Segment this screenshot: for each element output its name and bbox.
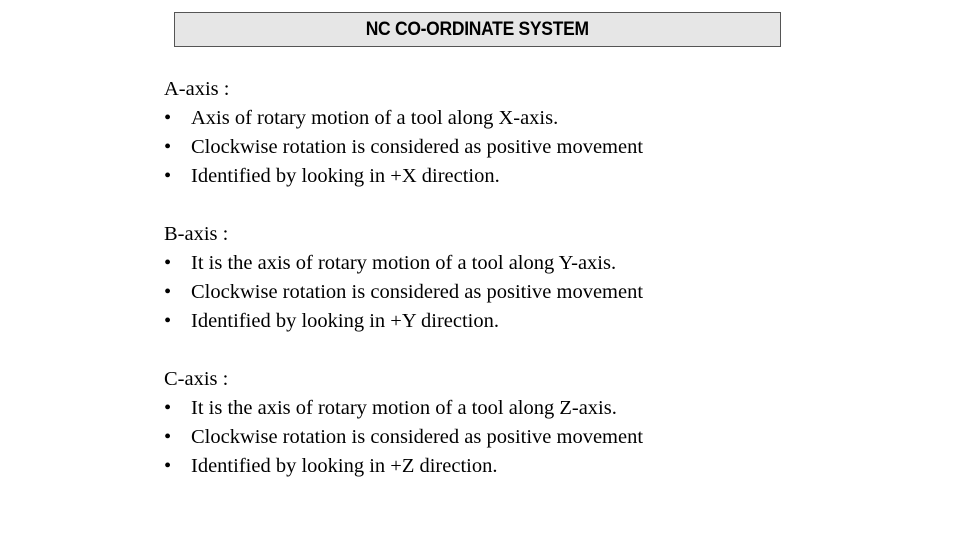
bullet-list	[164, 394, 864, 481]
bullet-text: Clockwise rotation is considered as positive movement	[191, 426, 644, 448]
bullet-icon: •	[164, 252, 172, 274]
bullet-text: Clockwise rotation is considered as positive movement	[191, 136, 644, 158]
bullet-icon: •	[164, 281, 172, 303]
bullet-icon: •	[164, 165, 172, 187]
bullet-text: It is the axis of rotary motion of a tool along Y-axis.	[191, 252, 617, 274]
section-heading: B-axis :	[164, 223, 229, 245]
bullet-text: It is the axis of rotary motion of a tool along Z-axis.	[191, 397, 617, 419]
bullet-text: Axis of rotary motion of a tool along X-axis.	[191, 107, 559, 129]
list-item	[164, 452, 864, 481]
list-item	[164, 104, 864, 133]
bullet-icon: •	[164, 397, 172, 419]
bullet-icon: •	[164, 107, 172, 129]
title-banner	[174, 12, 781, 47]
bullet-icon: •	[164, 455, 172, 477]
bullet-icon: •	[164, 310, 172, 332]
bullet-list	[164, 104, 864, 191]
section-b-axis	[164, 220, 864, 336]
bullet-text: Identified by looking in +Z direction.	[191, 455, 498, 477]
list-item	[164, 307, 864, 336]
bullet-text: Identified by looking in +Y direction.	[191, 310, 499, 332]
section-heading: A-axis :	[164, 78, 230, 100]
list-item	[164, 162, 864, 191]
section-heading: C-axis :	[164, 368, 229, 390]
list-item	[164, 278, 864, 307]
bullet-text: Clockwise rotation is considered as positive movement	[191, 281, 644, 303]
list-item	[164, 423, 864, 452]
section-a-axis	[164, 75, 864, 191]
bullet-text: Identified by looking in +X direction.	[191, 165, 500, 187]
content-area	[164, 75, 864, 510]
bullet-list	[164, 249, 864, 336]
list-item	[164, 133, 864, 162]
list-item	[164, 394, 864, 423]
bullet-icon: •	[164, 426, 172, 448]
page-title: NC CO-ORDINATE SYSTEM	[365, 18, 590, 40]
list-item	[164, 249, 864, 278]
bullet-icon: •	[164, 136, 172, 158]
section-c-axis	[164, 365, 864, 481]
